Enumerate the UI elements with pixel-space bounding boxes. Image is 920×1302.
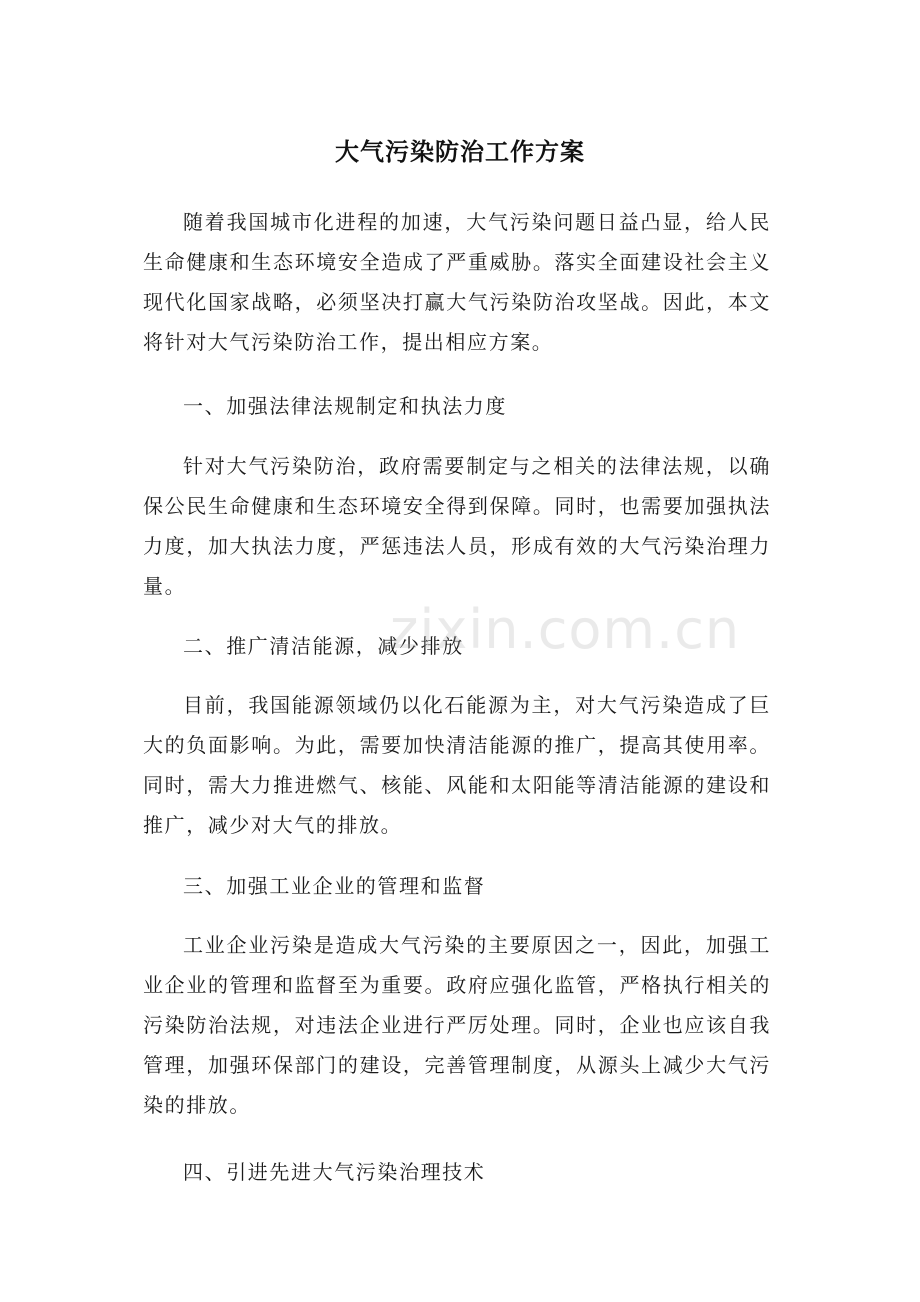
section-heading-4: 四、引进先进大气污染治理技术 bbox=[183, 1160, 486, 1184]
document-title: 大气污染防治工作方案 bbox=[335, 138, 585, 166]
watermark-text: zixin.com.cn bbox=[390, 598, 741, 661]
section-body-1: 针对大气污染防治，政府需要制定与之相关的法律法规，以确保公民生命健康和生态环境安全得到保障。同时，也需要加强执法力度，加大执法力度，严惩违法人员，形成有效的大气污染治理力量。 bbox=[143, 454, 771, 598]
section-heading-2: 二、推广清洁能源，减少排放 bbox=[183, 634, 464, 658]
section-heading-1: 一、加强法律法规制定和执法力度 bbox=[183, 394, 507, 418]
section-body-2: 目前，我国能源领域仍以化石能源为主，对大气污染造成了巨大的负面影响。为此，需要加快清洁能源的推广，提高其使用率。同时，需大力推进燃气、核能、风能和太阳能等清洁能源的建设和推广，减少对大气的排放。 bbox=[143, 693, 771, 837]
section-body-3: 工业企业污染是造成大气污染的主要原因之一，因此，加强工业企业的管理和监督至为重要。政府应强化监管，严格执行相关的污染防治法规，对违法企业进行严厉处理。同时，企业也应该自我管理，加强环保部门的建设，完善管理制度，从源头上减少大气污染的排放。 bbox=[143, 933, 771, 1117]
section-heading-3: 三、加强工业企业的管理和监督 bbox=[183, 874, 486, 898]
intro-paragraph: 随着我国城市化进程的加速，大气污染问题日益凸显，给人民生命健康和生态环境安全造成了严重威胁。落实全面建设社会主义现代化国家战略，必须坚决打赢大气污染防治攻坚战。因此，本文将针对大气污染防治工作，提出相应方案。 bbox=[143, 210, 771, 354]
